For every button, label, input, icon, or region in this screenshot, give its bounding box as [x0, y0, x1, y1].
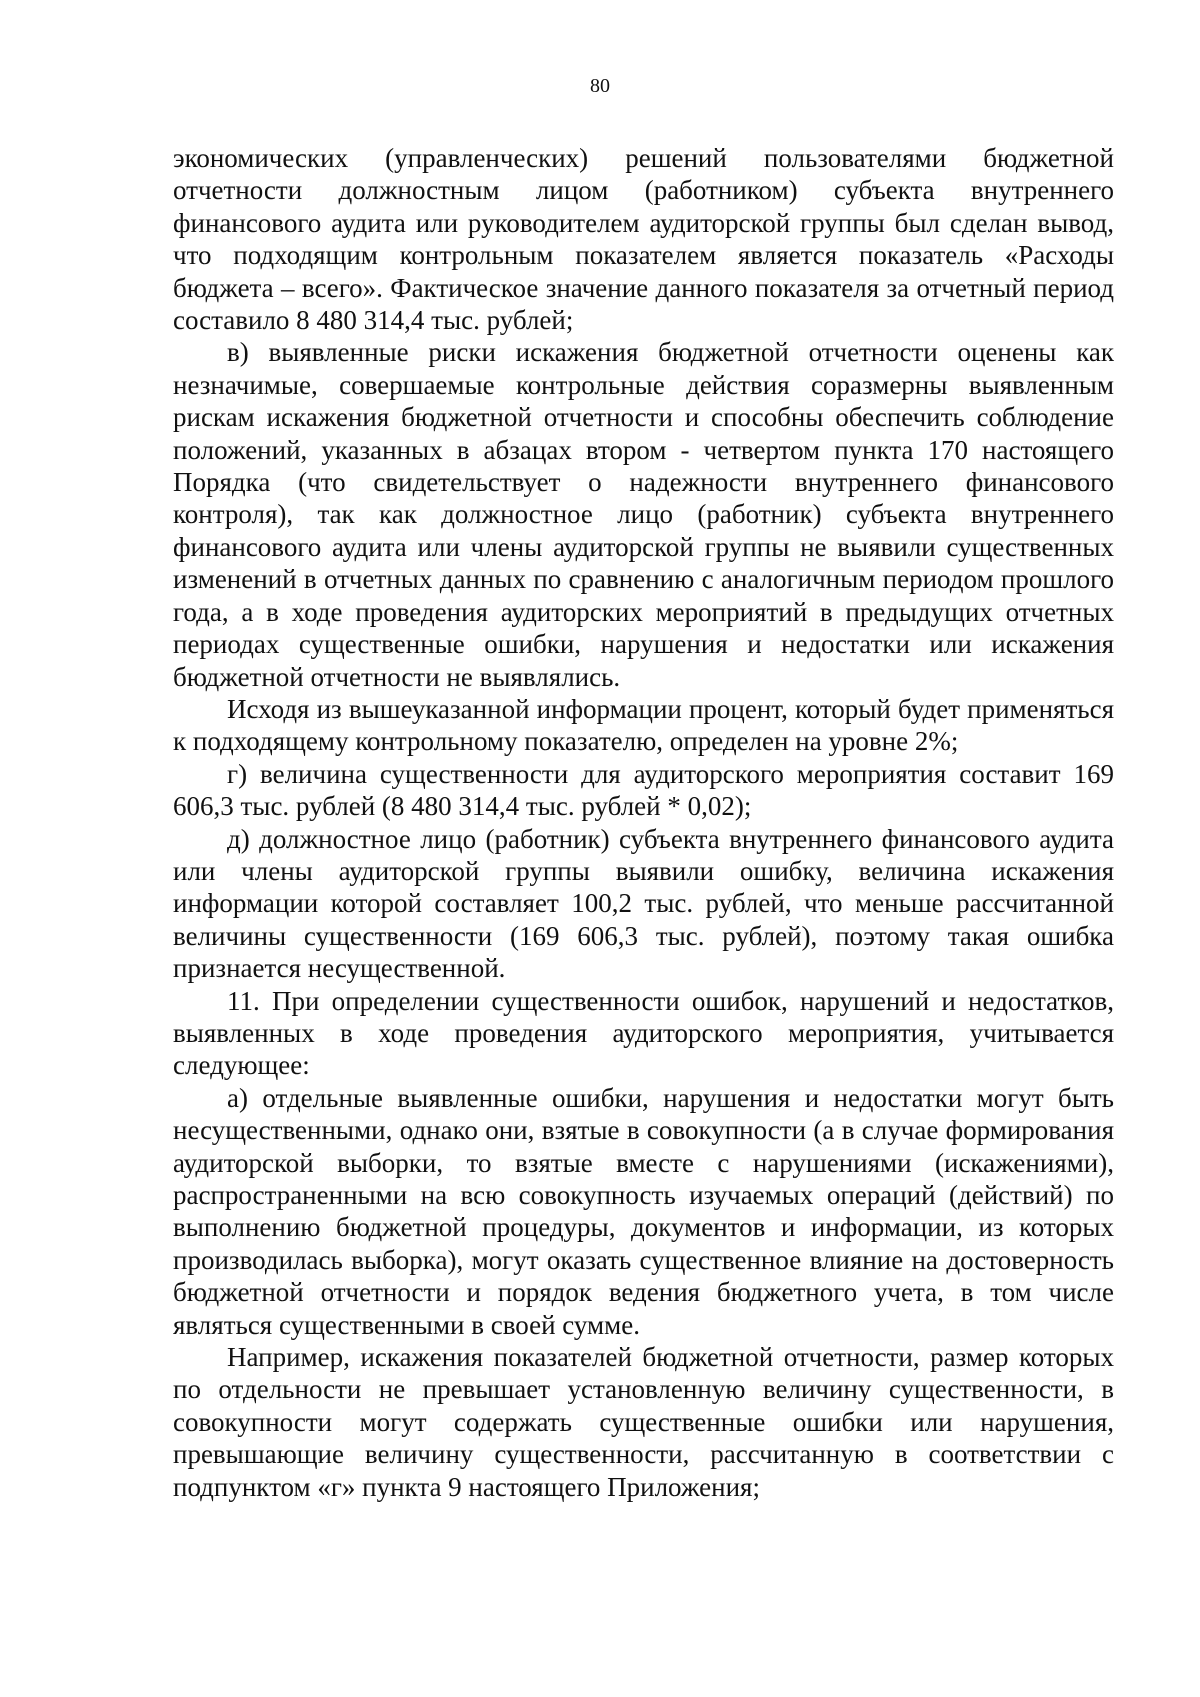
paragraph-example: Например, искажения показателей бюджетной отчетности, размер которых по отдельности не превышает установленную величину существенности, в совокупности могут содержать существенные ошибки или нарушения, превышающие величину существенности, рассчитанную в соответствии с подпунктом «г» пункта 9 настоящего Приложения; — [173, 1342, 1114, 1502]
page-number: 80 — [590, 75, 610, 97]
paragraph-item-v: в) выявленные риски искажения бюджетной отчетности оценены как незначимые, совершаемые контрольные действия соразмерны выявленным рискам искажения бюджетной отчетности и способны обеспечить соблюдение положений, указанных в абзацах втором - четвертом пункта 170 настоящего Порядка (что свидетельствует о надежности внутреннего финансового контроля), так как должностное лицо (работник) субъекта внутреннего финансового аудита или члены аудиторской группы не выявили существенных изменений в отчетных данных по сравнению с аналогичным периодом прошлого года, а в ходе проведения аудиторских мероприятий в предыдущих отчетных периодах существенные ошибки, нарушения и недостатки или искажения бюджетной отчетности не выявлялись. — [173, 337, 1114, 692]
paragraph-item-a: а) отдельные выявленные ошибки, нарушения и недостатки могут быть несущественными, однако они, взятые в совокупности (а в случае формирования аудиторской выборки, то взятые вместе с нарушениями (искажениями), распространенными на всю совокупность изучаемых операций (действий) по выполнению бюджетной процедуры, документов и информации, из которых производилась выборка), могут оказать существенное влияние на достоверность бюджетной отчетности и порядок ведения бюджетного учета, в том числе являться существенными в своей сумме. — [173, 1082, 1114, 1340]
paragraph-item-d: д) должностное лицо (работник) субъекта внутреннего финансового аудита или члены аудиторской группы выявили ошибку, величина искажения информации которой составляет 100,2 тыс. рублей, что меньше рассчитанной величины существенности (169 606,3 тыс. рублей), поэтому такая ошибка признается несущественной. — [173, 823, 1114, 984]
paragraph-item-g: г) величина существенности для аудиторского мероприятия составит 169 606,3 тыс. рублей (8 480 314,4 тыс. рублей * 0,02); — [173, 758, 1114, 822]
paragraph-continuation: экономических (управленческих) решений пользователями бюджетной отчетности должностным лицом (работником) субъекта внутреннего финансового аудита или руководителем аудиторской группы был сделан вывод, что подходящим контрольным показателем является показатель «Расходы бюджета – всего». Фактическое значение данного показателя за отчетный период составило 8 480 314,4 тыс. рублей; — [173, 143, 1114, 336]
document-body — [173, 142, 1114, 1503]
paragraph-conclusion-percent: Исходя из вышеуказанной информации процент, который будет применяться к подходящему контрольному показателю, определен на уровне 2%; — [173, 693, 1114, 757]
paragraph-section-11: 11. При определении существенности ошибок, нарушений и недостатков, выявленных в ходе проведения аудиторского мероприятия, учитывается следующее: — [173, 985, 1114, 1081]
